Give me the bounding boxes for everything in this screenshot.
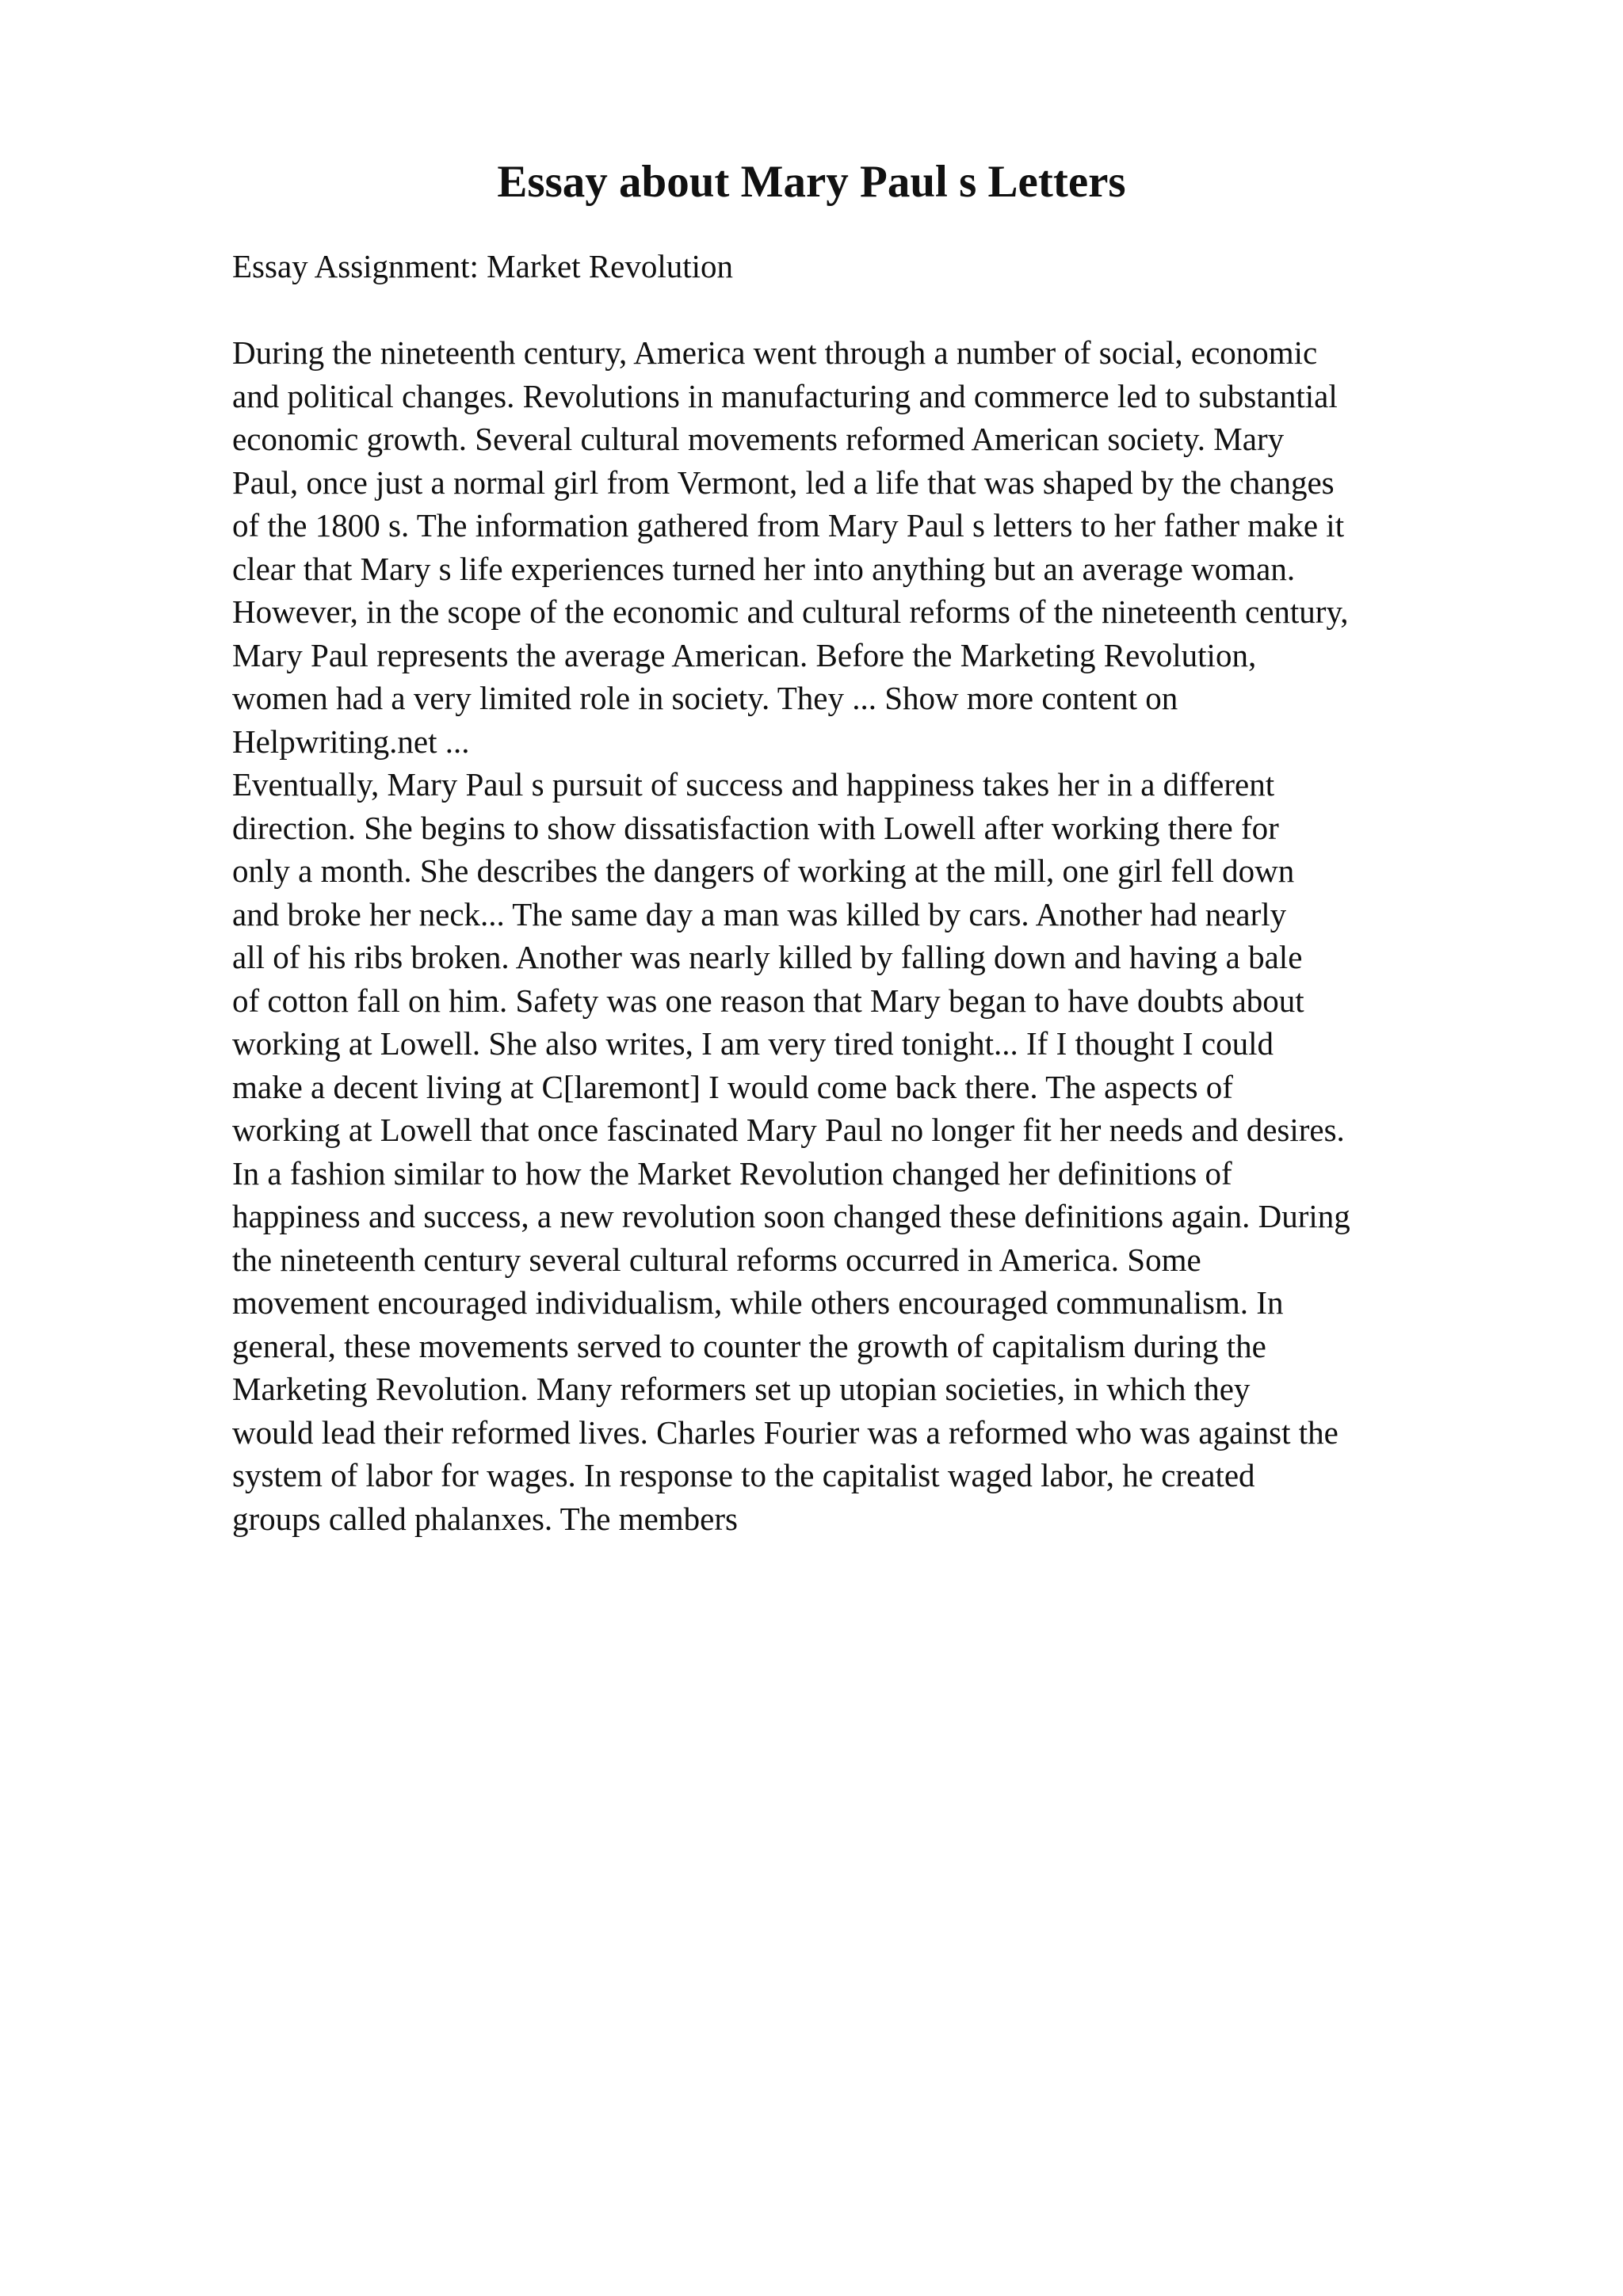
body-line: movement encouraged individualism, while others encouraged communalism. In (232, 1284, 1284, 1321)
body-line: the nineteenth century several cultural reforms occurred in America. Some (232, 1241, 1201, 1278)
body-line: Mary Paul represents the average American. Before the Marketing Revolution, (232, 636, 1257, 673)
body-line: economic growth. Several cultural movements reformed American society. Mary (232, 421, 1285, 457)
body-line: general, these movements served to counter the growth of capitalism during the (232, 1327, 1266, 1364)
body-line: of the 1800 s. The information gathered from Mary Paul s letters to her father make it (232, 507, 1345, 543)
body-line: would lead their reformed lives. Charles Fourier was a reformed who was against the (232, 1413, 1338, 1451)
body-line: of cotton fall on him. Safety was one reason that Mary began to have doubts about (232, 982, 1304, 1019)
body-line: Eventually, Mary Paul s pursuit of success and happiness takes her in a different (232, 766, 1275, 803)
body-line: Paul, once just a normal girl from Vermont, led a life that was shaped by the changes (232, 463, 1335, 501)
document-title: Essay about Mary Paul s Letters (497, 157, 1126, 207)
body-line: However, in the scope of the economic and cultural reforms of the nineteenth century, (232, 593, 1349, 630)
essay-body (232, 331, 1532, 1540)
body-line: all of his ribs broken. Another was nearly killed by falling down and having a bale (232, 939, 1303, 975)
body-line: and broke her neck... The same day a man was killed by cars. Another had nearly (232, 895, 1287, 933)
body-line: women had a very limited role in society. They ... Show more content on (232, 680, 1178, 716)
document-subtitle: Essay Assignment: Market Revolution (232, 248, 734, 284)
body-line: system of labor for wages. In response to the capitalist waged labor, he created (232, 1457, 1255, 1493)
body-line: In a fashion similar to how the Market Revolution changed her definitions of (232, 1154, 1232, 1192)
body-line: make a decent living at C[laremont] I would come back there. The aspects of (232, 1068, 1233, 1105)
body-line: Marketing Revolution. Many reformers set up utopian societies, in which they (232, 1371, 1251, 1407)
body-line: groups called phalanxes. The members (232, 1500, 738, 1537)
body-line: working at Lowell. She also writes, I am very tired tonight... If I thought I could (232, 1025, 1274, 1062)
body-line: During the nineteenth century, America went through a number of social, economic (232, 334, 1318, 371)
body-line: and political changes. Revolutions in manufacturing and commerce led to substantial (232, 377, 1338, 414)
body-line: only a month. She describes the dangers of working at the mill, one girl fell down (232, 852, 1295, 889)
body-line: direction. She begins to show dissatisfaction with Lowell after working there for (232, 809, 1279, 846)
body-line: Helpwriting.net ... (232, 723, 470, 760)
body-line: clear that Mary s life experiences turned her into anything but an average woman. (232, 550, 1296, 587)
body-line: happiness and success, a new revolution soon changed these definitions again. During (232, 1198, 1350, 1234)
body-line: working at Lowell that once fascinated Mary Paul no longer fit her needs and desires. (232, 1112, 1345, 1148)
